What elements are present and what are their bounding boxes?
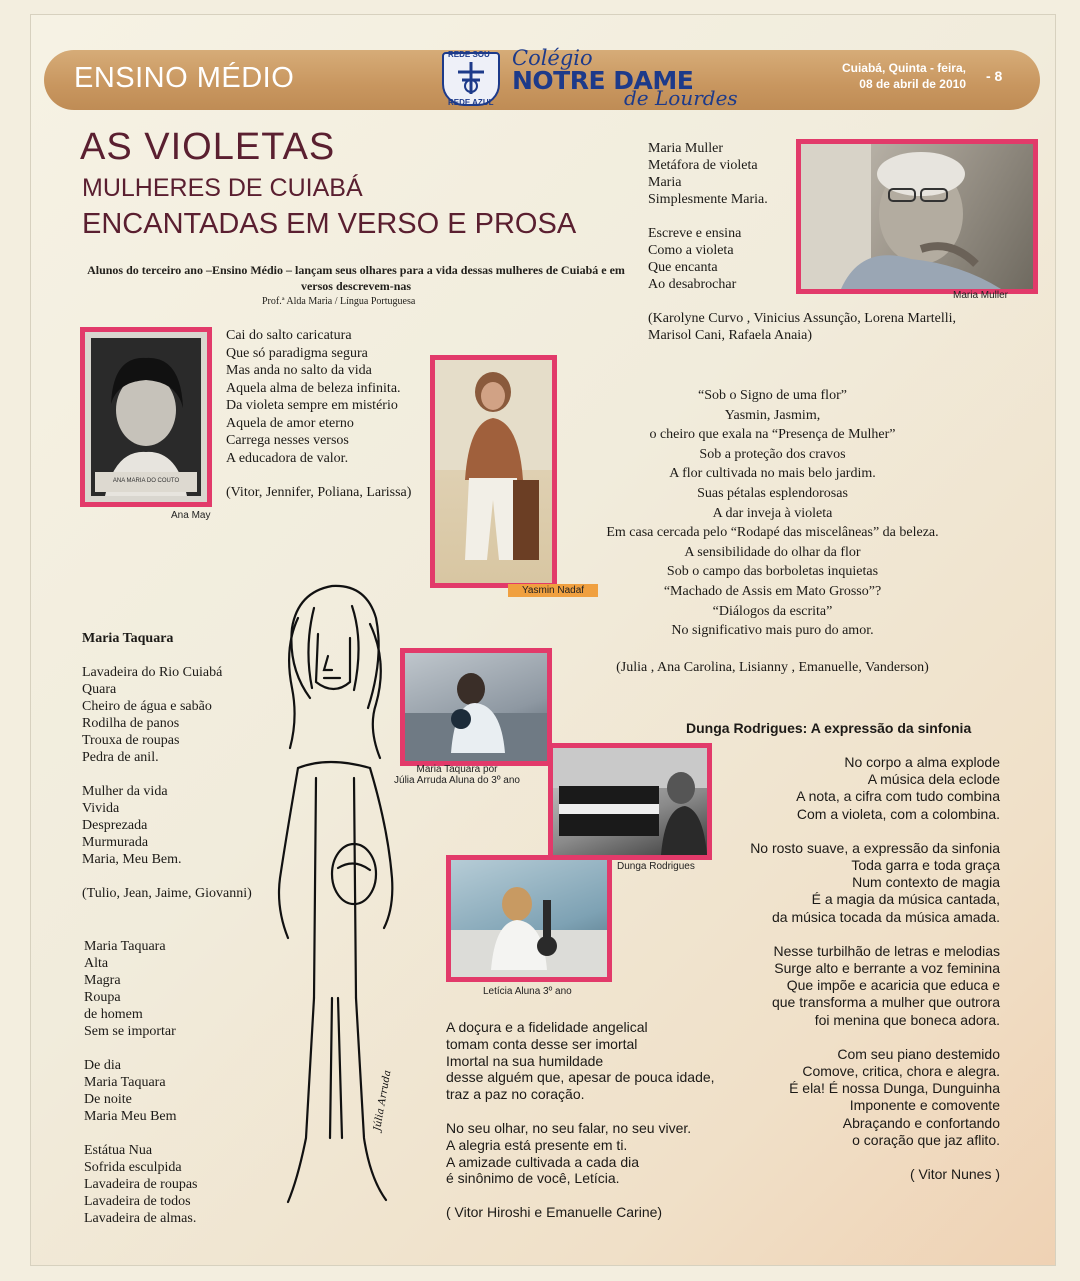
article-title: AS VIOLETAS <box>80 126 336 168</box>
poem-line: (Julia , Ana Carolina, Lisianny , Emanuelle, Vanderson) <box>616 659 929 675</box>
poem-line: A doçura e a fidelidade angelical <box>446 1019 648 1035</box>
stanza-gap <box>82 868 252 885</box>
poem-line: Desprezada <box>82 818 148 833</box>
caption-dunga: Dunga Rodrigues <box>617 861 695 872</box>
stanza-gap <box>700 1149 1000 1166</box>
stanza-gap <box>446 1103 715 1120</box>
poem-line: Maria Taquara <box>84 939 166 954</box>
poem-line: Lavadeira do Rio Cuiabá <box>82 665 223 680</box>
poem-line: A dar inveja à violeta <box>712 505 833 521</box>
article-intro: Alunos do terceiro ano –Ensino Médio – lançam seus olhares para a vida dessas mulheres de Cuiabá e em versos descrevem-nas <box>87 263 625 293</box>
poem-taquara-title: Maria Taquara <box>82 631 174 646</box>
page-number: - 8 <box>986 68 1003 84</box>
photo-maria-muller <box>796 139 1038 294</box>
poem-line: “Sob o Signo de uma flor” <box>698 388 847 403</box>
poem-line: traz a paz no coração. <box>446 1086 585 1103</box>
date-line2: 08 de abril de 2010 <box>859 77 966 91</box>
poem-line: “Machado de Assis em Mato Grosso”? <box>663 583 882 599</box>
poem-line: Que só paradigma segura <box>226 345 368 361</box>
poem-line: Ao desabrochar <box>648 277 737 292</box>
poem-line: No significativo mais puro do amor. <box>671 623 874 639</box>
article-subtitle-1: MULHERES DE CUIABÁ <box>82 174 363 202</box>
poem-line: foi menina que boneca adora. <box>814 1011 1000 1028</box>
poem-line: No corpo a alma explode <box>844 754 1000 770</box>
poem-line: o coração que jaz aflito. <box>852 1131 1000 1148</box>
shield-bottom-label: REDE AZUL <box>448 98 494 107</box>
poem-line: Cai do salto caricatura <box>226 328 352 343</box>
poem-line: De noite <box>84 1092 132 1107</box>
poem-line: Metáfora de violeta <box>648 158 758 173</box>
stanza-gap <box>648 293 956 310</box>
poem-line: Maria Taquara <box>84 1075 166 1090</box>
photo-ana-may <box>80 327 212 507</box>
poem-line: Rodilha de panos <box>82 716 180 731</box>
poem-line: (Vitor, Jennifer, Poliana, Larissa) <box>226 485 412 500</box>
poem-line: Trouxa de roupas <box>82 733 180 748</box>
school-logo <box>428 46 798 110</box>
poem-line: (Karolyne Curvo , Vinicius Assunção, Lorena Martelli, <box>648 311 956 326</box>
poem-line: Imortal na sua humildade <box>446 1052 604 1069</box>
poem-line: Mas anda no salto da vida <box>226 363 372 378</box>
stanza-gap <box>226 467 411 484</box>
poem-line: Toda garra e toda graça <box>851 857 1000 874</box>
caption-taquara-line2: Júlia Arruda Aluna do 3º ano <box>394 775 520 786</box>
poem-dunga-title: Dunga Rodrigues: A expressão da sinfonia <box>686 720 972 736</box>
stanza-gap <box>82 647 252 664</box>
poem-line: A flor cultivada no mais belo jardim. <box>669 466 876 482</box>
poem-line: Sob o campo das borboletas inquietas <box>666 564 879 580</box>
caption-taquara <box>372 764 542 786</box>
poem-line: Suas pétalas esplendorosas <box>697 485 848 501</box>
poem-line: No rosto suave, a expressão da sinfonia <box>750 839 1000 856</box>
poem-line: Sofrida esculpida <box>84 1160 182 1175</box>
caption-taquara-line1: Maria Taquara por <box>416 764 498 775</box>
poem-taquara-1 <box>82 630 252 902</box>
poem-line: Maria Muller <box>648 141 724 156</box>
poem-line: No seu olhar, no seu falar, no seu viver. <box>446 1119 692 1136</box>
issue-date <box>836 60 966 92</box>
poem-dunga <box>700 754 1000 1183</box>
caption-leticia: Letícia Aluna 3º ano <box>483 986 572 997</box>
poem-line: A nota, a cifra com tudo combina <box>796 788 1000 805</box>
poem-line: de homem <box>84 1007 143 1022</box>
poem-line: Maria <box>648 175 682 190</box>
poem-line: Como a violeta <box>648 243 734 258</box>
poem-line: que transforma a mulher que outrora <box>771 994 1000 1011</box>
poem-yasmin <box>560 386 985 677</box>
section-label: ENSINO MÉDIO <box>74 62 295 94</box>
poem-line: Marisol Cani, Rafaela Anaia) <box>648 328 813 343</box>
poem-line: Simplesmente Maria. <box>648 192 768 207</box>
poem-line: Maria Meu Bem <box>84 1109 177 1124</box>
poem-line: Roupa <box>84 990 121 1005</box>
poem-line: Sem se importar <box>84 1024 176 1039</box>
poem-line: A educadora de valor. <box>226 450 349 466</box>
drawing-signature: Júlia Arruda <box>372 1069 394 1132</box>
logo-notre-dame: NOTRE DAME <box>512 66 694 95</box>
poem-line: Maria, Meu Bem. <box>82 852 182 867</box>
poem-line: Abraçando e confortando <box>842 1114 1000 1131</box>
poem-taquara-2 <box>84 938 198 1227</box>
poem-line: Da violeta sempre em mistério <box>226 398 398 413</box>
poem-ana-may <box>226 327 411 502</box>
poem-line: ( Vitor Hiroshi e Emanuelle Carine) <box>446 1204 663 1221</box>
stanza-gap <box>700 1029 1000 1046</box>
stanza-gap <box>82 766 252 783</box>
poem-line: Com seu piano destemido <box>837 1045 1000 1062</box>
poem-line: Carrega nesses versos <box>226 433 349 448</box>
poem-line: A amizade cultivada a cada dia <box>446 1153 640 1170</box>
poem-line: “Diálogos da escrita” <box>712 603 833 619</box>
maria-taquara-drawing <box>258 578 408 1218</box>
poem-line: desse alguém que, apesar de pouca idade, <box>446 1069 715 1086</box>
poem-line: Estátua Nua <box>84 1143 153 1158</box>
poem-line: A alegria está presente em ti. <box>446 1136 628 1153</box>
poem-line: Alta <box>84 956 109 971</box>
logo-colegio: Colégio <box>512 46 593 70</box>
poem-line: Aquela de amor eterno <box>226 415 354 431</box>
poem-line: ( Vitor Nunes ) <box>910 1166 1000 1183</box>
poem-line: Quara <box>82 682 117 697</box>
caption-ana-may: Ana May <box>171 510 211 521</box>
caption-yasmin: Yasmin Nadaf <box>508 584 598 597</box>
poem-line: o cheiro que exala na “Presença de Mulher” <box>649 427 896 443</box>
poem-line: tomam conta desse ser imortal <box>446 1035 638 1052</box>
caption-maria-muller: Maria Muller <box>953 290 1009 301</box>
article-professor: Prof.ª Alda Maria / Língua Portuguesa <box>262 296 416 307</box>
poem-line: Cheiro de água e sabão <box>82 699 212 714</box>
stanza-gap <box>446 1187 715 1204</box>
stanza-gap <box>700 926 1000 943</box>
shield-top-label: REDE SOU <box>448 50 490 59</box>
stanza-gap <box>700 823 1000 840</box>
photo-dunga-rodrigues <box>548 743 712 860</box>
poem-line: Imponente e comovente <box>849 1097 1000 1114</box>
poem-line: Aquela alma de beleza infinita. <box>226 380 401 396</box>
photo-leticia <box>446 855 612 982</box>
stanza-gap <box>560 641 985 658</box>
poem-line: Comove, critica, chora e alegra. <box>802 1063 1000 1080</box>
stanza-gap <box>84 1040 198 1057</box>
poem-line: Murmurada <box>82 835 149 850</box>
poem-line: Em casa cercada pelo “Rodapé das miscelâneas” da beleza. <box>606 525 939 541</box>
poem-line: Mulher da vida <box>82 784 168 799</box>
poem-line: Sob a proteção dos cravos <box>699 446 846 462</box>
poem-line: Que impõe e acaricia que educa e <box>786 977 1000 994</box>
poem-line: Pedra de anil. <box>82 750 159 765</box>
poem-line: Lavadeira de todos <box>84 1194 191 1209</box>
poem-line: Surge alto e berrante a voz feminina <box>774 960 1000 977</box>
poem-line: De dia <box>84 1058 121 1073</box>
poem-line: A música dela eclode <box>867 771 1000 788</box>
poem-line: Que encanta <box>648 260 718 275</box>
poem-line: Escreve e ensina <box>648 226 742 241</box>
poem-line: Magra <box>84 973 121 988</box>
poem-line: A sensibilidade do olhar da flor <box>684 544 861 560</box>
poem-line: Nesse turbilhão de letras e melodias <box>773 942 1000 959</box>
poem-line: É a magia da música cantada, <box>811 891 1000 908</box>
poem-line: Vivida <box>82 801 120 816</box>
poem-line: Com a violeta, com a colombina. <box>796 805 1000 822</box>
logo-lourdes: de Lourdes <box>624 86 738 110</box>
poem-line: Lavadeira de roupas <box>84 1177 198 1192</box>
poem-line: É ela! É nossa Dunga, Dunguinha <box>789 1080 1000 1097</box>
poem-leticia <box>446 1019 715 1221</box>
poem-line: Lavadeira de almas. <box>84 1211 197 1226</box>
article-subtitle-2: ENCANTADAS EM VERSO E PROSA <box>82 208 577 240</box>
poem-line: da música tocada da música amada. <box>771 908 1000 925</box>
poem-line: Num contexto de magia <box>852 874 1000 891</box>
stanza-gap <box>84 1125 198 1142</box>
ana-may-nameplate: ANA MARIA DO COUTO <box>112 478 180 484</box>
poem-line: Yasmin, Jasmim, <box>724 407 821 423</box>
photo-maria-taquara-por-julia <box>400 648 552 766</box>
date-line1: Cuiabá, Quinta - feira, <box>841 61 966 75</box>
photo-yasmin <box>430 355 557 588</box>
poem-line: é sinônimo de você, Letícia. <box>446 1170 620 1187</box>
poem-line: (Tulio, Jean, Jaime, Giovanni) <box>82 886 252 901</box>
